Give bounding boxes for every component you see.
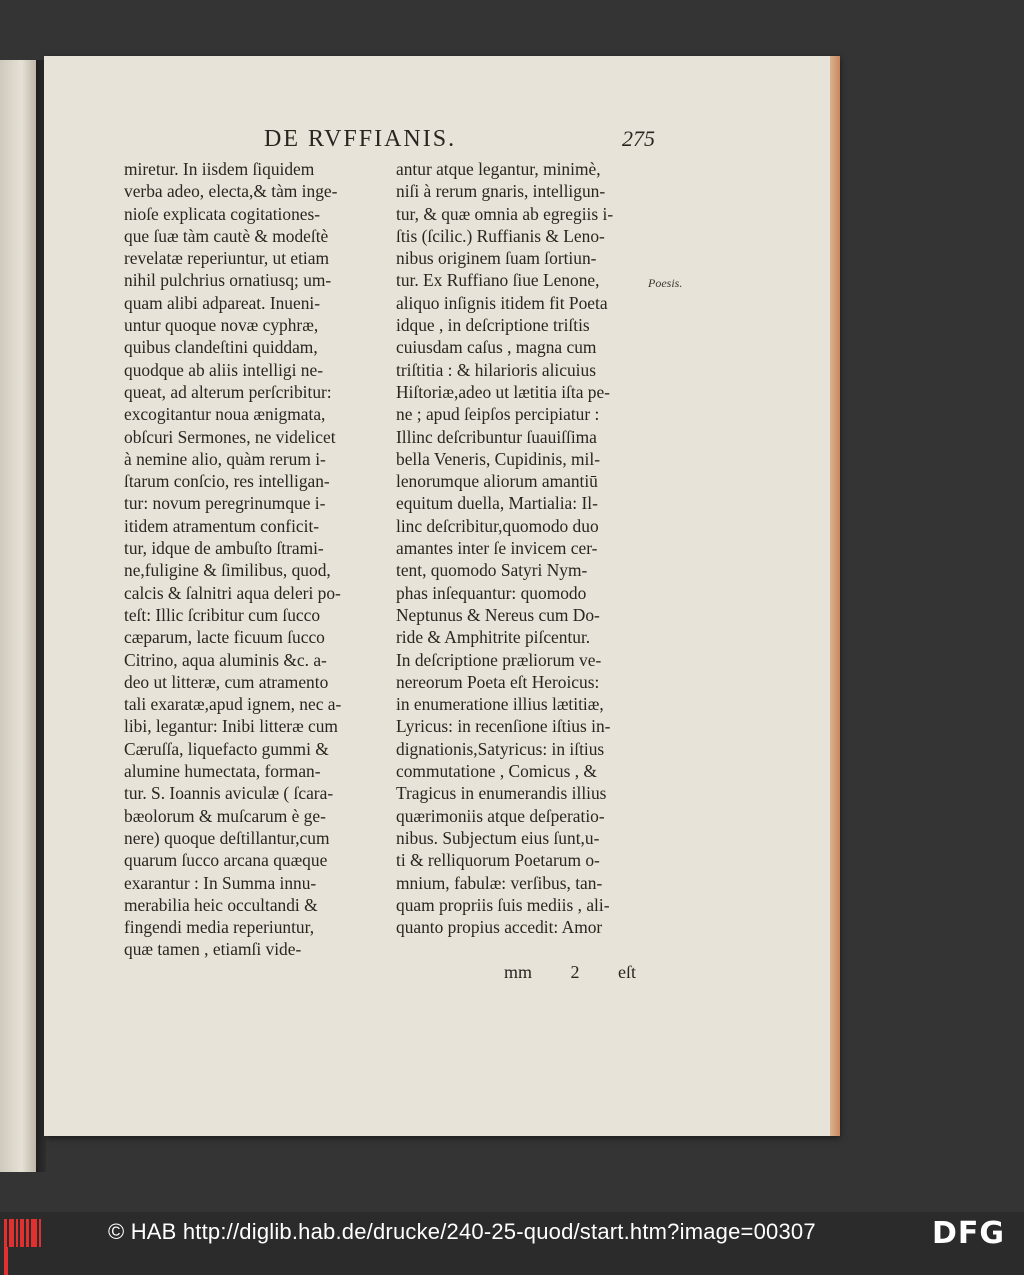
text-line: que ſuæ tàm cautè & modeſtè bbox=[124, 225, 329, 246]
text-line: Illinc deſcribuntur ſuauiſſima bbox=[396, 426, 597, 447]
catchword-line bbox=[504, 962, 670, 983]
margin-note: Poesis. bbox=[648, 276, 683, 290]
text-line: untur quoque novæ cyphræ, bbox=[124, 315, 319, 336]
text-line: Neptunus & Nereus cum Do- bbox=[396, 604, 600, 625]
text-line: phas inſequantur: quomodo bbox=[396, 582, 587, 603]
text-line: ſtarum conſcio, res intelligan- bbox=[124, 471, 330, 492]
text-line: Citrino, aqua aluminis &c. a- bbox=[124, 649, 327, 670]
text-line: nereorum Poeta eſt Heroicus: bbox=[396, 671, 600, 692]
text-line: tent, quomodo Satyri Nym- bbox=[396, 560, 588, 581]
text-line: niſi à rerum gnaris, intelligun- bbox=[396, 181, 606, 202]
text-line: nibus originem ſuam ſortiun- bbox=[396, 248, 597, 269]
text-line: equitum duella, Martialia: Il- bbox=[396, 493, 598, 514]
text-line: quibus clandeſtini quiddam, bbox=[124, 337, 318, 358]
text-line: amantes inter ſe invicem cer- bbox=[396, 538, 598, 559]
text-line: obſcuri Sermones, ne videlicet bbox=[124, 426, 336, 447]
running-head: DE RVFFIANIS. bbox=[264, 126, 457, 152]
text-line: Tragicus in enumerandis illius bbox=[396, 783, 607, 804]
text-line: calcis & ſalnitri aqua deleri po- bbox=[124, 582, 341, 603]
text-line: antur atque legantur, minimè, bbox=[396, 159, 601, 179]
text-line: itidem atramentum conficit- bbox=[124, 515, 320, 536]
page-fore-edge bbox=[830, 56, 840, 1136]
text-line: quanto propius accedit: Amor bbox=[396, 917, 603, 938]
text-line: Lyricus: in recenſione iſtius in- bbox=[396, 716, 611, 737]
text-line: libi, legantur: Inibi litteræ cum bbox=[124, 716, 338, 737]
text-line: nihil pulchrius ornatiusq; um- bbox=[124, 270, 332, 291]
text-line: nere) quoque deſtillantur,cum bbox=[124, 827, 330, 848]
text-line: ti & relliquorum Poetarum o- bbox=[396, 850, 600, 871]
text-line: aliquo inſignis itidem fit Poeta bbox=[396, 292, 608, 313]
barcode-icon bbox=[4, 1219, 46, 1247]
text-line: cuiusdam caſus , magna cum bbox=[396, 337, 597, 358]
text-line: tur. S. Ioannis aviculæ ( ſcara- bbox=[124, 783, 334, 804]
text-line: Cæruſſa, liquefacto gummi & bbox=[124, 738, 329, 759]
text-line: linc deſcribitur,quomodo duo bbox=[396, 515, 599, 536]
text-line: exarantur : In Summa innu- bbox=[124, 872, 317, 893]
facing-page-edge bbox=[0, 60, 38, 1172]
text-line: quæ tamen , etiamſi vide- bbox=[124, 939, 302, 960]
text-line: cæparum, lacte ficuum ſucco bbox=[124, 627, 325, 648]
text-line: quarum ſucco arcana quæque bbox=[124, 850, 328, 871]
text-line: revelatæ reperiuntur, ut etiam bbox=[124, 248, 330, 269]
text-line: excogitantur noua ænigmata, bbox=[124, 404, 326, 425]
text-line: dignationis,Satyricus: in iſtius bbox=[396, 738, 605, 759]
text-line: commutatione , Comicus , & bbox=[396, 761, 597, 782]
text-line: in enumeratione illius lætitiæ, bbox=[396, 694, 604, 715]
text-line: queat, ad alterum perſcribitur: bbox=[124, 381, 332, 402]
right-text-column bbox=[396, 158, 661, 938]
text-line: idque , in deſcriptione triſtis bbox=[396, 315, 590, 336]
text-line: quam alibi adpareat. Inueni- bbox=[124, 292, 321, 313]
text-line: nioſe explicata cogitationes- bbox=[124, 203, 321, 224]
text-line: In deſcriptione præliorum ve- bbox=[396, 649, 602, 670]
text-line: tali exaratæ,apud ignem, nec a- bbox=[124, 694, 342, 715]
text-line: quærimoniis atque deſperatio- bbox=[396, 805, 605, 826]
text-line: Hiſtoriæ,adeo ut lætitia iſta pe- bbox=[396, 381, 610, 402]
text-line: merabilia heic occultandi & bbox=[124, 894, 318, 915]
text-line: tur: novum peregrinumque i- bbox=[124, 493, 326, 514]
text-line: à nemine alio, quàm rerum i- bbox=[124, 448, 326, 469]
text-line: nibus. Subjectum eius ſunt,u- bbox=[396, 827, 600, 848]
left-text-column bbox=[124, 158, 386, 961]
text-line: ne ; apud ſeipſos percipiatur : bbox=[396, 404, 600, 425]
text-line: triſtitia : & hilarioris alicuius bbox=[396, 359, 596, 380]
page-number: 275 bbox=[622, 126, 655, 151]
text-line: teſt: Illic ſcribitur cum ſucco bbox=[124, 604, 321, 625]
signature-number: 2 bbox=[570, 962, 580, 982]
text-line: quam propriis ſuis mediis , ali- bbox=[396, 894, 610, 915]
viewer-footer bbox=[0, 1212, 1024, 1255]
text-line: ſtis (ſcilic.) Ruffianis & Leno- bbox=[396, 225, 605, 246]
text-line: tur, idque de ambuſto ſtrami- bbox=[124, 538, 324, 559]
text-line: ne,fuligine & ſimilibus, quod, bbox=[124, 560, 331, 581]
text-line: bæolorum & muſcarum è ge- bbox=[124, 805, 326, 826]
text-line: ride & Amphitrite piſcentur. bbox=[396, 627, 591, 648]
text-line: tur. Ex Ruffiano ſiue Lenone, bbox=[396, 270, 600, 291]
catchword: eſt bbox=[618, 962, 637, 982]
book-page bbox=[44, 56, 838, 1136]
text-line: verba adeo, electa,& tàm inge- bbox=[124, 181, 338, 202]
text-line: mnium, fabulæ: verſibus, tan- bbox=[396, 872, 603, 893]
text-line: fingendi media reperiuntur, bbox=[124, 917, 315, 938]
text-line: tur, & quæ omnia ab egregiis i- bbox=[396, 203, 614, 224]
dfg-logo: DFG bbox=[932, 1216, 1006, 1251]
text-line: quodque ab aliis intelligi ne- bbox=[124, 359, 323, 380]
text-line: deo ut litteræ, cum atramento bbox=[124, 671, 329, 692]
text-line: miretur. In iisdem ſiquidem bbox=[124, 159, 315, 179]
signature-mark: mm bbox=[504, 962, 533, 982]
copyright-url[interactable]: © HAB http://diglib.hab.de/drucke/240-25-quod/start.htm?image=00307 bbox=[108, 1219, 816, 1244]
text-line: lenorumque aliorum amantiū bbox=[396, 471, 598, 492]
text-line: alumine humectata, forman- bbox=[124, 761, 321, 782]
text-line: bella Veneris, Cupidinis, mil- bbox=[396, 448, 600, 469]
